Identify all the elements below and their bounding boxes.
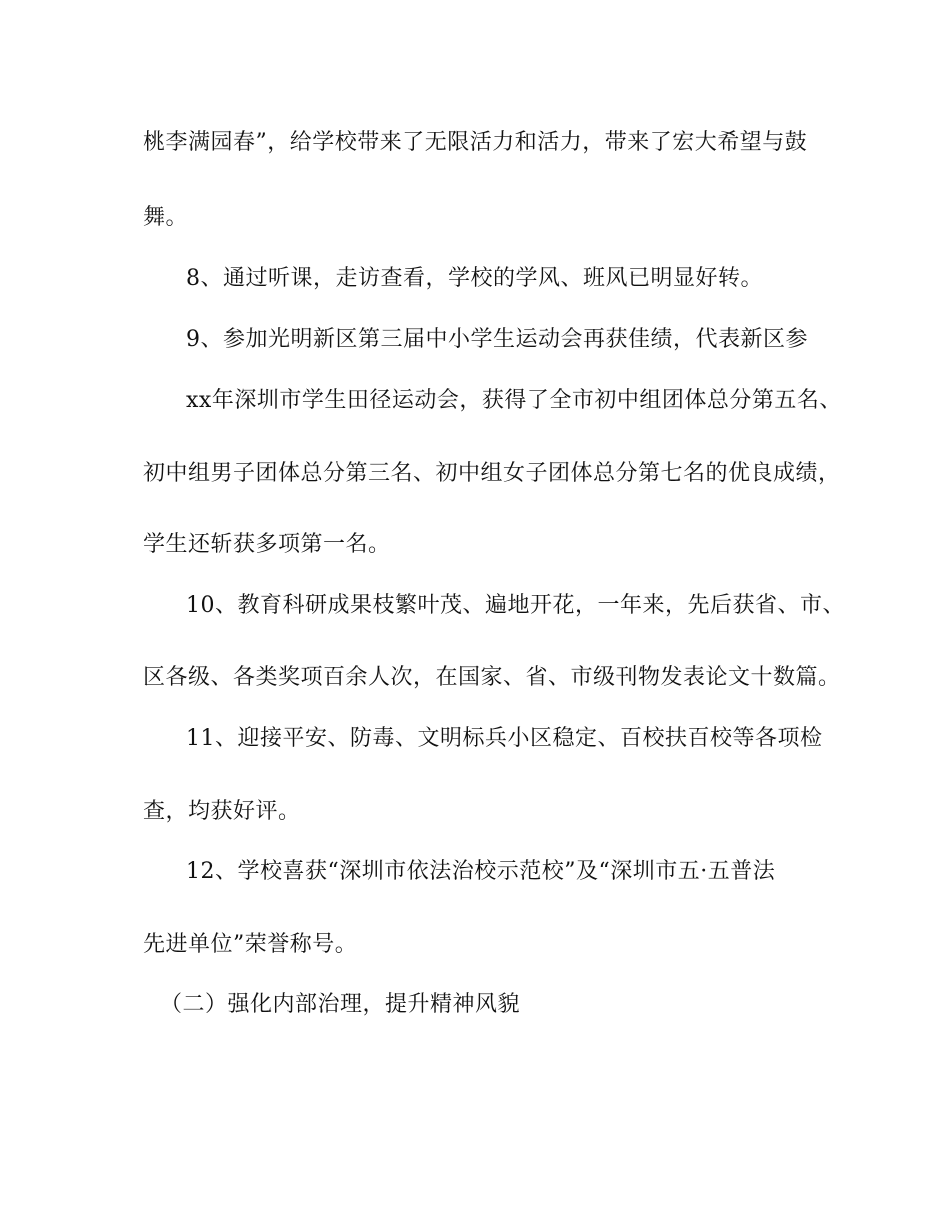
list-item-12: 12、学校喜获“深圳市依法治校示范校”及“深圳市五·五普法 bbox=[186, 859, 776, 884]
list-item-8: 8、通过听课，走访查看，学校的学风、班风已明显好转。 bbox=[186, 266, 763, 291]
list-item-10: 10、教育科研成果枝繁叶茂、遍地开花，一年来，先后获省、市、 bbox=[186, 593, 845, 618]
paragraph-line: 区各级、各类奖项百余人次，在国家、省、市级刊物发表论文十数篇。 bbox=[143, 665, 841, 690]
paragraph-line: 学生还斩获多项第一名。 bbox=[143, 532, 391, 557]
paragraph-line: 查，均获好评。 bbox=[143, 799, 301, 824]
paragraph-line: 先进单位”荣誉称号。 bbox=[143, 932, 358, 957]
paragraph-line: 舞。 bbox=[143, 205, 189, 230]
list-item-9: 9、参加光明新区第三届中小学生运动会再获佳绩，代表新区参 bbox=[186, 327, 808, 352]
paragraph-line: 桃李满园春”，给学校带来了无限活力和活力，带来了宏大希望与鼓 bbox=[143, 130, 808, 155]
section-heading: （二）强化内部治理，提升精神风貌 bbox=[160, 992, 521, 1017]
paragraph-line: 初中组男子团体总分第三名、初中组女子团体总分第七名的优良成绩， bbox=[143, 461, 841, 486]
paragraph-line: xx年深圳市学生田径运动会，获得了全市初中组团体总分第五名、 bbox=[186, 388, 842, 413]
list-item-11: 11、迎接平安、防毒、文明标兵小区稳定、百校扶百校等各项检 bbox=[186, 726, 823, 751]
